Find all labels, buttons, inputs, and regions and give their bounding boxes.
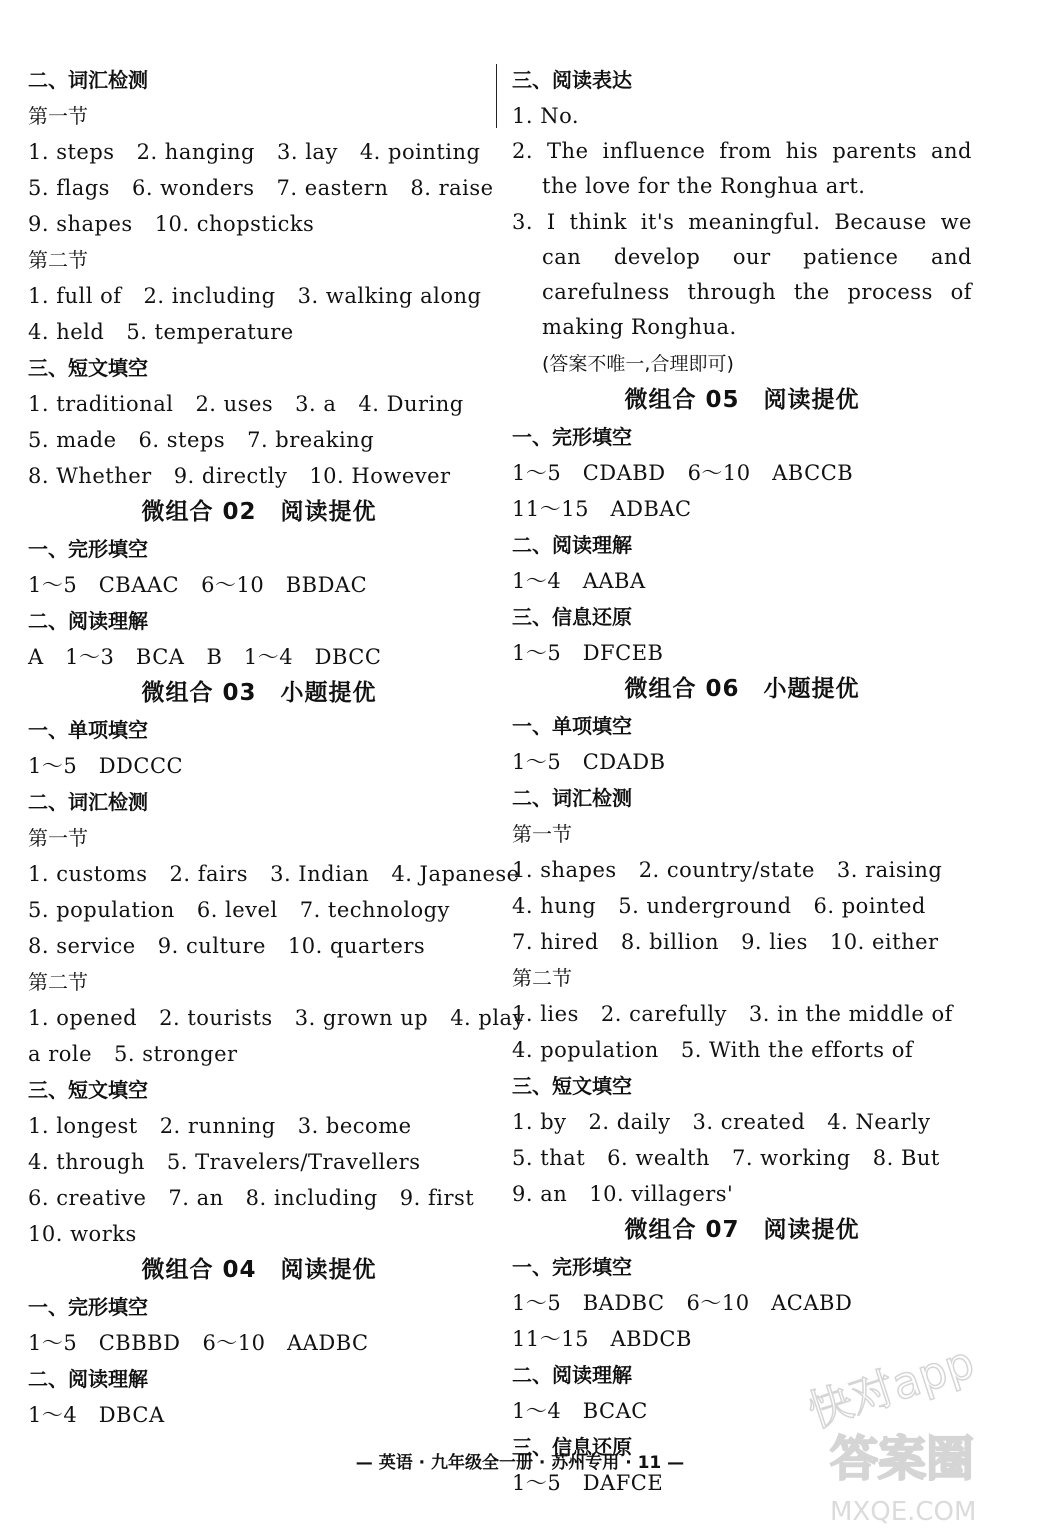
answer-row: 1～5 CBBBD 6～10 AADBC — [28, 1331, 369, 1355]
answer-row: 5. flags 6. wonders 7. eastern 8. raise — [28, 176, 494, 200]
section-heading: 二、词汇检测 — [28, 790, 148, 814]
answer-row: 1～5 DDCCC — [28, 754, 184, 778]
answer-row: 1. full of 2. including 3. walking along — [28, 284, 482, 308]
section-heading: 一、完形填空 — [28, 537, 148, 561]
answer-row: 11～15 ADBAC — [512, 496, 692, 521]
answer-row: 1. opened 2. tourists 3. grown up 4. play — [28, 1006, 525, 1030]
answer-row: A 1～3 BCA B 1～4 DBCC — [28, 645, 382, 669]
answer-row: 1. customs 2. fairs 3. Indian 4. Japanese — [28, 862, 520, 886]
left-column — [28, 62, 525, 1433]
answer-row: 4. hung 5. underground 6. pointed — [512, 893, 926, 918]
section-heading: 二、阅读理解 — [512, 1362, 632, 1387]
section-heading: 三、信息还原 — [512, 604, 632, 629]
section-heading: 二、词汇检测 — [512, 785, 632, 810]
section-heading: 一、单项填空 — [512, 713, 632, 738]
answer-row: 1～5 DFCEB — [512, 640, 664, 665]
answer-row: 8. service 9. culture 10. quarters — [28, 934, 426, 958]
part-label: 第一节 — [28, 104, 88, 128]
answer-row: 1～5 CDABD 6～10 ABCCB — [512, 460, 854, 485]
section-heading: 二、阅读理解 — [28, 609, 148, 633]
section-heading: 三、阅读表达 — [512, 68, 632, 92]
group-title: 微组合 05 阅读提优 — [624, 386, 860, 413]
answer-row: 1～4 BCAC — [512, 1398, 648, 1423]
answer-row: 11～15 ABDCB — [512, 1326, 692, 1351]
watermark-line2: 答案圈 — [830, 1431, 975, 1487]
answer-row: 8. Whether 9. directly 10. However — [28, 464, 451, 488]
group-title: 微组合 04 阅读提优 — [141, 1257, 377, 1283]
section-heading: 三、短文填空 — [28, 356, 148, 380]
section-heading: 三、短文填空 — [28, 1078, 148, 1102]
answer-row: 4. through 5. Travelers/Travellers — [28, 1150, 421, 1174]
group-title: 微组合 03 小题提优 — [141, 680, 377, 706]
answer-row: a role 5. stronger — [28, 1042, 238, 1066]
answer-row: 1. longest 2. running 3. become — [28, 1114, 412, 1138]
page-footer: — 英语 · 九年级全一册 · 苏州专用 · 11 — — [355, 1453, 685, 1473]
answer-paragraph: 3. I think it's meaningful. Because we can develop our patience and carefulness through the process of making Ronghua. — [512, 209, 972, 340]
answer-row: 1. steps 2. hanging 3. lay 4. pointing — [28, 140, 481, 164]
watermark-site: MXQE.COM — [830, 1497, 977, 1527]
answer-row: 1. by 2. daily 3. created 4. Nearly — [512, 1109, 931, 1134]
answer-row: 1. lies 2. carefully 3. in the middle of — [512, 1001, 953, 1026]
section-heading: 一、完形填空 — [28, 1295, 148, 1319]
answer-row: 1. No. — [512, 104, 580, 128]
group-title: 微组合 07 阅读提优 — [624, 1216, 860, 1243]
section-heading: 二、阅读理解 — [28, 1367, 148, 1391]
answer-row: 6. creative 7. an 8. including 9. first — [28, 1186, 475, 1210]
answer-row: 1～4 DBCA — [28, 1403, 165, 1427]
answer-row: 5. that 6. wealth 7. working 8. But — [512, 1145, 940, 1170]
watermark-logo — [800, 1320, 1030, 1530]
section-heading: 三、信息还原 — [512, 1434, 632, 1459]
answer-row: 1～5 DAFCE — [512, 1470, 664, 1495]
answer-row: 1～4 AABA — [512, 568, 646, 593]
section-heading: 二、阅读理解 — [512, 532, 632, 557]
answer-row: 4. population 5. With the efforts of — [512, 1037, 914, 1062]
section-heading: 三、短文填空 — [512, 1073, 632, 1098]
answer-row: 4. held 5. temperature — [28, 320, 294, 344]
answer-row: 1～5 CDADB — [512, 749, 666, 774]
part-label: 第二节 — [28, 248, 88, 272]
answer-row: 9. shapes 10. chopsticks — [28, 212, 315, 236]
answer-row: 1～5 CBAAC 6～10 BBDAC — [28, 573, 368, 597]
right-column — [512, 62, 975, 1501]
part-label: 第二节 — [28, 970, 88, 994]
column-divider — [496, 64, 497, 128]
part-label: 第二节 — [512, 965, 572, 990]
section-heading: 一、单项填空 — [28, 718, 148, 742]
answer-row: 10. works — [28, 1222, 137, 1246]
answer-row: 1. traditional 2. uses 3. a 4. During — [28, 392, 464, 416]
answer-row: 5. made 6. steps 7. breaking — [28, 428, 375, 452]
answer-row: 5. population 6. level 7. technology — [28, 898, 450, 922]
section-heading: 一、完形填空 — [512, 424, 632, 449]
watermark-line1: 快对app — [802, 1336, 981, 1439]
group-title: 微组合 06 小题提优 — [624, 675, 860, 702]
answer-paragraph: 2. The influence from his parents and the love for the Ronghua art. — [512, 139, 972, 199]
part-label: 第一节 — [512, 821, 572, 846]
group-title: 微组合 02 阅读提优 — [141, 499, 377, 525]
answer-row: 1～5 BADBC 6～10 ACABD — [512, 1290, 853, 1315]
answer-note: (答案不唯一,合理即可) — [542, 352, 734, 375]
answer-row: 1. shapes 2. country/state 3. raising — [512, 857, 943, 882]
part-label: 第一节 — [28, 826, 88, 850]
answer-row: 7. hired 8. billion 9. lies 10. either — [512, 929, 939, 954]
answer-row: 9. an 10. villagers' — [512, 1181, 734, 1206]
section-heading: 二、词汇检测 — [28, 68, 148, 92]
section-heading: 一、完形填空 — [512, 1254, 632, 1279]
